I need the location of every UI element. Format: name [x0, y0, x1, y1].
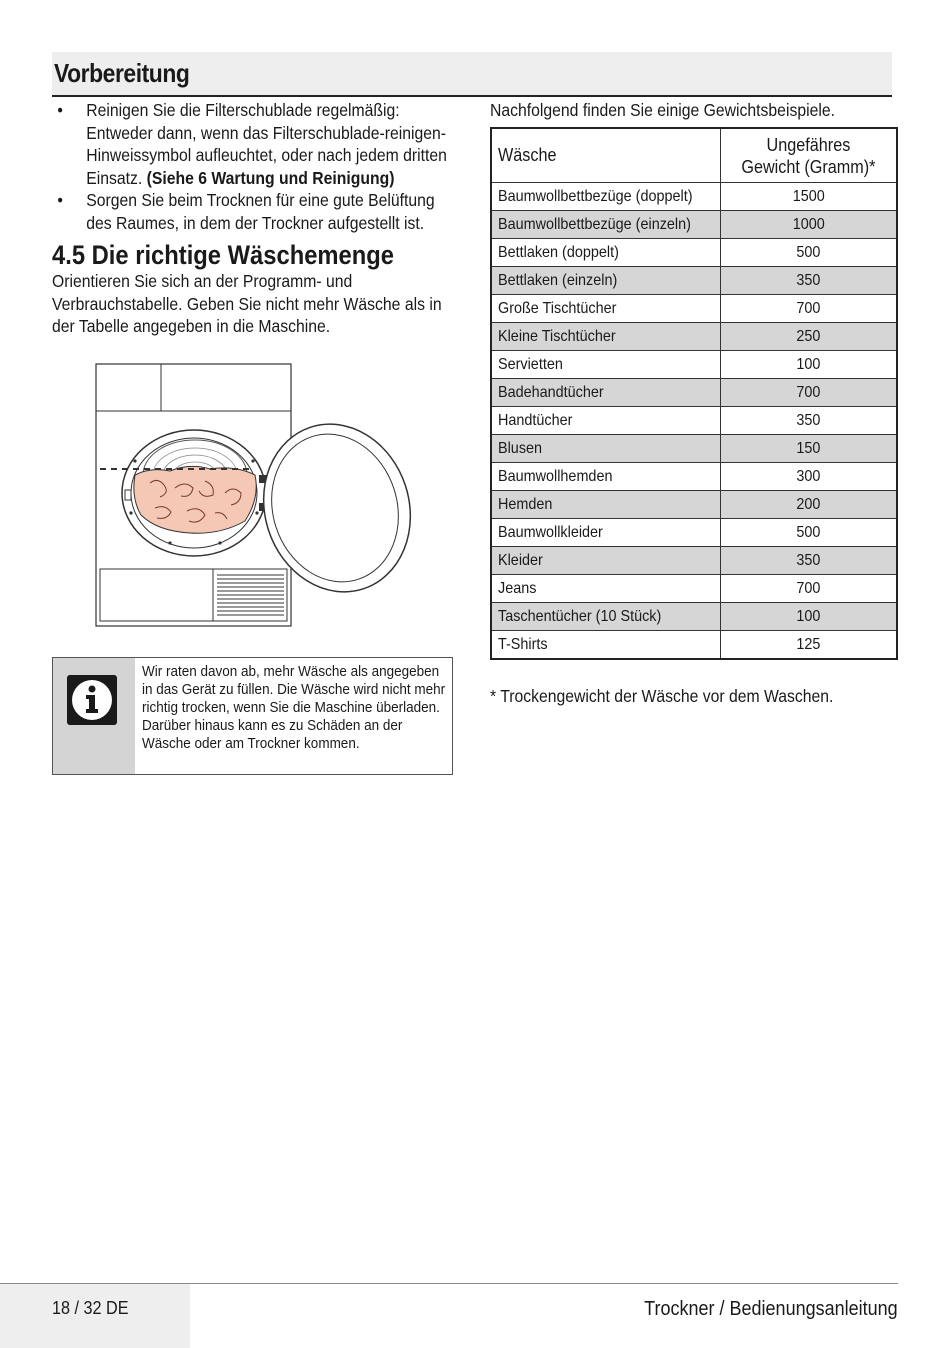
laundry-item-cell: Jeans	[491, 575, 721, 603]
page-title: Vorbereitung	[54, 58, 190, 88]
weight-table	[490, 127, 898, 660]
laundry-item-cell: Bettlaken (einzeln)	[491, 267, 721, 295]
table-row	[491, 295, 897, 323]
manual-title: Trockner / Bedienungsanleitung	[644, 1298, 898, 1320]
laundry-item-cell: Handtücher	[491, 407, 721, 435]
header-band	[52, 52, 892, 97]
page-number: 18 / 32 DE	[52, 1298, 129, 1318]
table-row	[491, 631, 897, 660]
weight-cell: 150	[721, 435, 897, 463]
info-text: Wir raten davon ab, mehr Wäsche als angegeben in das Gerät zu füllen. Die Wäsche wird nicht mehr richtig trocken, wenn Sie die Maschine überladen. Darüber hinaus kann es zu Schäden an der Wäsche oder am Trockner kommen.	[142, 663, 446, 752]
left-column	[52, 99, 457, 338]
laundry-item-cell: Bettlaken (doppelt)	[491, 239, 721, 267]
weight-cell: 250	[721, 323, 897, 351]
table-row	[491, 351, 897, 379]
table-header-row	[491, 128, 897, 183]
laundry-item-cell: Taschentücher (10 Stück)	[491, 603, 721, 631]
bullet-list	[52, 99, 448, 234]
laundry-item-cell: T-Shirts	[491, 631, 721, 660]
bullet-text: Reinigen Sie die Filterschublade regelmäßig: Entweder dann, wenn das Filterschublade-reinigen-Hinweissymbol aufleuchtet, oder nach jedem dritten Einsatz.	[86, 100, 447, 188]
laundry-item-cell: Blusen	[491, 435, 721, 463]
table-row	[491, 183, 897, 211]
info-icon	[67, 675, 117, 725]
bullet-item	[52, 189, 448, 234]
table-row	[491, 575, 897, 603]
section-text: Orientieren Sie sich an der Programm- und Verbrauchstabelle. Geben Sie nicht mehr Wäsche als in der Tabelle angegeben in die Maschine.	[52, 271, 442, 336]
table-row	[491, 603, 897, 631]
weight-cell: 300	[721, 463, 897, 491]
table-row	[491, 211, 897, 239]
table-intro: Nachfolgend finden Sie einige Gewichtsbeispiele.	[490, 100, 835, 120]
table-row	[491, 323, 897, 351]
weight-cell: 700	[721, 379, 897, 407]
laundry-item-cell: Große Tischtücher	[491, 295, 721, 323]
laundry-item-cell: Baumwollbettbezüge (einzeln)	[491, 211, 721, 239]
weight-cell: 350	[721, 407, 897, 435]
weight-cell: 1500	[721, 183, 897, 211]
laundry-item-cell: Kleider	[491, 547, 721, 575]
laundry-item-cell: Baumwollkleider	[491, 519, 721, 547]
weight-cell: 350	[721, 547, 897, 575]
column-header-weight: Ungefähres Gewicht (Gramm)*	[721, 128, 897, 183]
table-row	[491, 239, 897, 267]
table-row	[491, 407, 897, 435]
weight-cell: 500	[721, 239, 897, 267]
weight-cell: 125	[721, 631, 897, 660]
laundry-item-cell: Hemden	[491, 491, 721, 519]
weight-cell: 700	[721, 575, 897, 603]
bullet-item	[52, 99, 448, 189]
laundry-item-cell: Baumwollbettbezüge (doppelt)	[491, 183, 721, 211]
table-row	[491, 463, 897, 491]
table-row	[491, 379, 897, 407]
table-row	[491, 519, 897, 547]
weight-cell: 500	[721, 519, 897, 547]
table-row	[491, 267, 897, 295]
dryer-illustration	[95, 363, 425, 628]
table-row	[491, 547, 897, 575]
section-title: 4.5 Die richtige Wäschemenge	[52, 240, 395, 270]
right-column	[490, 99, 900, 121]
weight-cell: 200	[721, 491, 897, 519]
bullet-text: Sorgen Sie beim Trocknen für eine gute Belüftung des Raumes, in dem der Trockner aufgestellt ist.	[86, 190, 435, 233]
laundry-item-cell: Kleine Tischtücher	[491, 323, 721, 351]
laundry-item-cell: Badehandtücher	[491, 379, 721, 407]
weight-cell: 700	[721, 295, 897, 323]
bullet-reference: (Siehe 6 Wartung und Reinigung)	[146, 167, 395, 188]
info-box	[52, 657, 453, 775]
laundry-item-cell: Servietten	[491, 351, 721, 379]
laundry-item-cell: Baumwollhemden	[491, 463, 721, 491]
info-icon-cell	[53, 658, 135, 774]
table-footnote: * Trockengewicht der Wäsche vor dem Waschen.	[490, 686, 834, 706]
table-row	[491, 435, 897, 463]
weight-cell: 100	[721, 351, 897, 379]
table-row	[491, 491, 897, 519]
bullet-dot-icon: •	[57, 100, 63, 120]
column-header-laundry: Wäsche	[491, 128, 721, 183]
weight-cell: 350	[721, 267, 897, 295]
weight-cell: 100	[721, 603, 897, 631]
weight-cell: 1000	[721, 211, 897, 239]
bullet-dot-icon: •	[57, 190, 63, 210]
